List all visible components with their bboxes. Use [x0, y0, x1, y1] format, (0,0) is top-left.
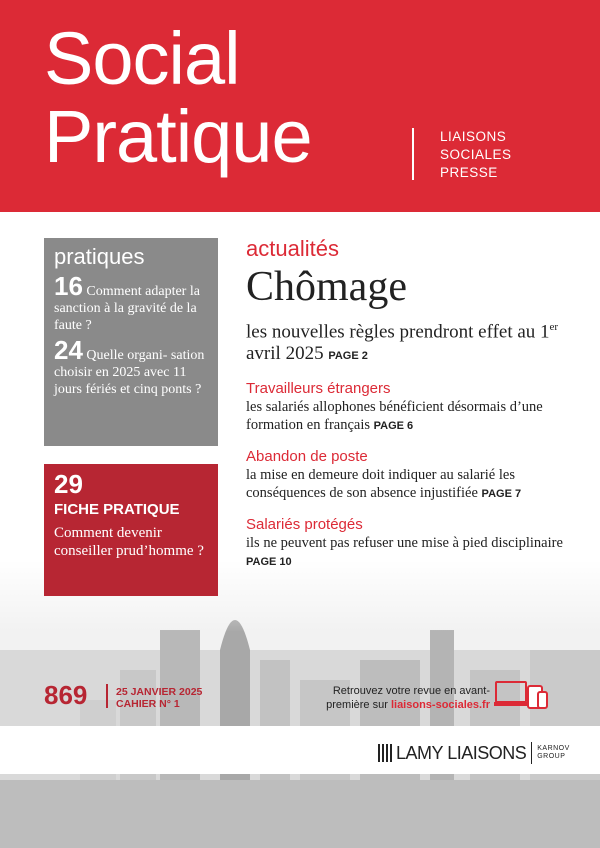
- logo-bars-icon: [378, 744, 394, 762]
- subtitle-superscript: er: [549, 321, 559, 333]
- issue-cahier: CAHIER N° 1: [116, 698, 180, 710]
- pratiques-heading: pratiques: [54, 244, 145, 269]
- cover-headline[interactable]: Chômage: [246, 264, 407, 310]
- story-body: [246, 534, 576, 571]
- pratiques-item-text: Quelle organi- sation choisir en 2025 avec 11 jours fériés et cinq ponts ?: [54, 348, 205, 397]
- issue-date-block: [116, 686, 202, 710]
- logo-name: LAMY LIAISONS: [396, 743, 527, 763]
- story-text: la mise en demeure doit indiquer au salarié les conséquences de son absence injustifiée: [246, 467, 515, 502]
- cover-header: [0, 0, 600, 212]
- issue-divider: [106, 684, 108, 708]
- publisher-logo: [378, 742, 570, 764]
- pratiques-item[interactable]: [54, 335, 208, 398]
- logo-group: [537, 745, 570, 761]
- story-heading: Abandon de poste: [246, 448, 368, 466]
- pratiques-page-number: 24: [54, 335, 83, 365]
- headline-subtitle: [246, 316, 576, 367]
- publisher-line: PRESSE: [440, 165, 498, 180]
- publisher-line: LIAISONS: [440, 129, 507, 144]
- subtitle-text: les nouvelles règles prendront effet au 1: [246, 321, 550, 343]
- pratiques-item[interactable]: [54, 271, 208, 334]
- fiche-page-number: 29: [54, 469, 83, 499]
- pratiques-box: [44, 238, 218, 446]
- fiche-text: Comment devenir conseiller prud’homme ?: [54, 525, 204, 559]
- page-reference: PAGE 6: [373, 420, 414, 433]
- issue-number: 869: [44, 680, 88, 710]
- subtitle-text-end: avril 2025: [246, 343, 324, 365]
- header-divider: [412, 128, 414, 180]
- page-reference: PAGE 7: [481, 488, 522, 501]
- issue-date: 25 JANVIER 2025: [116, 686, 203, 698]
- logo-group-line: GROUP: [537, 753, 566, 760]
- story-body: [246, 466, 576, 503]
- actualites-column: [246, 236, 576, 571]
- logo-divider: [531, 742, 532, 764]
- story-heading: Salariés protégés: [246, 516, 363, 534]
- page-reference: PAGE 10: [246, 556, 292, 569]
- pratiques-page-number: 16: [54, 271, 83, 301]
- magazine-title-line1: Social: [44, 17, 240, 100]
- logo-group-line: KARNOV: [537, 745, 570, 752]
- publisher-line: SOCIALES: [440, 147, 512, 162]
- promo-text-block: [300, 684, 490, 712]
- story-item[interactable]: [246, 515, 576, 571]
- story-text: ils ne peuvent pas refuser une mise à pied disciplinaire: [246, 535, 563, 552]
- website-link[interactable]: liaisons-sociales.fr: [390, 699, 490, 711]
- magazine-title-line2: Pratique: [44, 95, 312, 178]
- story-body: [246, 398, 576, 435]
- fiche-heading: FICHE PRATIQUE: [54, 501, 180, 518]
- devices-icon: [494, 678, 550, 712]
- promo-text: Retrouvez votre revue en avant-première sur: [326, 685, 490, 711]
- story-text: les salariés allophones bénéficient désormais d’une formation en français: [246, 399, 543, 434]
- pratiques-item-text: Comment adapter la sanction à la gravité de la faute ?: [54, 284, 200, 333]
- story-item[interactable]: [246, 447, 576, 503]
- story-heading: Travailleurs étrangers: [246, 380, 391, 398]
- story-item[interactable]: [246, 379, 576, 435]
- page-reference: PAGE 2: [328, 350, 368, 363]
- publisher-name: [440, 128, 512, 182]
- fiche-pratique-box[interactable]: [44, 464, 218, 596]
- actualites-label: actualités: [246, 236, 339, 261]
